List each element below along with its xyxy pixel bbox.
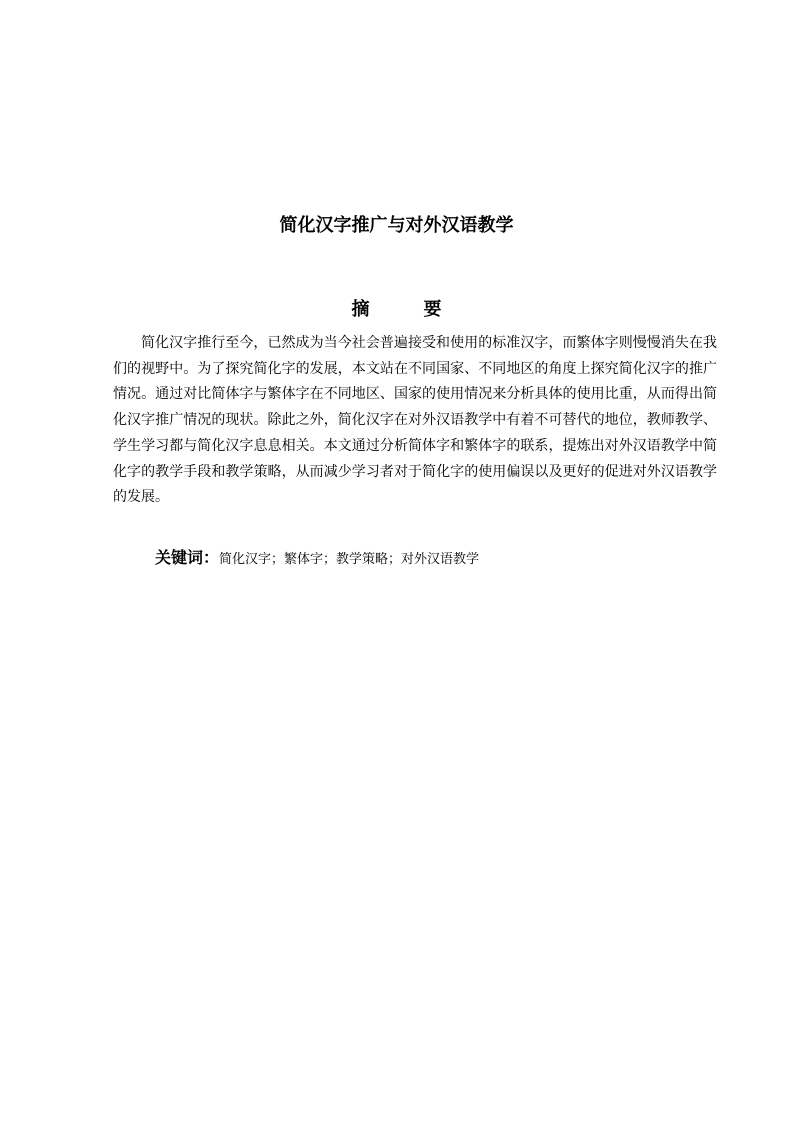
keywords-label: 关键词：: [155, 548, 220, 567]
keywords-line: [155, 545, 715, 573]
abstract-paragraph: 简化汉字推行至今，已然成为当今社会普遍接受和使用的标准汉字，而繁体字则慢慢消失在我们的视野中。为了探究简化字的发展，本文站在不同国家、不同地区的角度上探究简化汉字的推广情况。通过对比简体字与繁体字在不同地区、国家的使用情况来分析具体的使用比重，从而得出简化汉字推广情况的现状。除此之外，简化汉字在对外汉语教学中有着不可替代的地位，教师教学、学生学习都与简化汉字息息相关。本文通过分析简体字和繁体字的联系，提炼出对外汉语教学中简化字的教学手段和教学策略，从而减少学习者对于简化字的使用偏误以及更好的促进对外汉语教学的发展。: [113, 335, 717, 506]
abstract-heading: 摘 要: [351, 299, 460, 320]
keywords-list: 简化汉字；繁体字；教学策略；对外汉语教学: [219, 552, 480, 567]
page-title: 简化汉字推广与对外汉语教学: [279, 215, 514, 236]
